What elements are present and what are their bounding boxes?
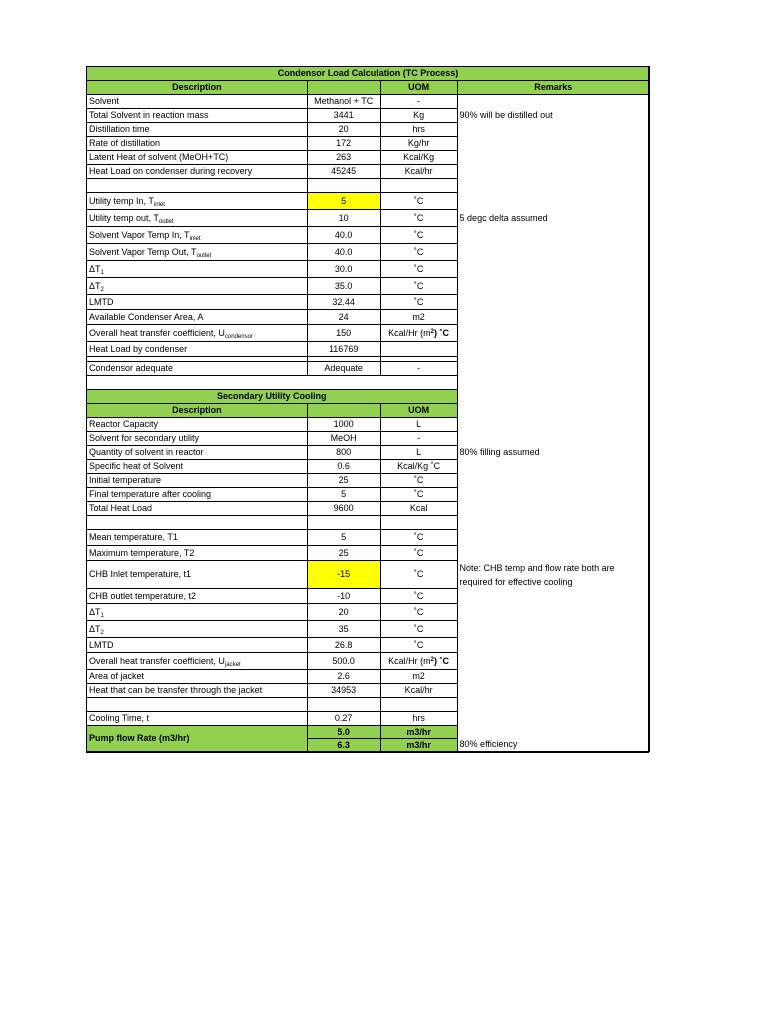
cell-label[interactable]: LMTD [87, 638, 308, 653]
row-dt2 [87, 278, 650, 295]
cell-label[interactable]: Distillation time [87, 123, 308, 137]
row-dt2 [87, 621, 650, 638]
row-vapor-out [87, 244, 650, 261]
uom-sup: 2 [430, 328, 434, 335]
row-lmtd [87, 638, 650, 653]
cell-uom[interactable]: Kcal/Kg ˚C [380, 460, 457, 474]
cell-empty[interactable] [87, 376, 308, 390]
cell-label[interactable]: Reactor Capacity [87, 418, 308, 432]
cell-label[interactable] [87, 244, 308, 261]
cell-uom[interactable]: hrs [380, 123, 457, 137]
cell-uom[interactable]: ˚C [380, 561, 457, 589]
cell-remark[interactable] [457, 530, 649, 546]
cell-label[interactable]: Maximum temperature, T2 [87, 546, 308, 561]
remark-line-1: Note: CHB temp and flow rate both are [459, 562, 615, 573]
cell-uom[interactable]: ˚C [380, 193, 457, 210]
label-sub: 2 [100, 286, 104, 293]
calculation-table [86, 66, 650, 752]
cell-uom[interactable]: Kcal/hr [380, 684, 457, 698]
label-text: Solvent Vapor Temp Out, T [89, 246, 197, 257]
row-lmtd [87, 295, 650, 310]
cell-value[interactable]: 25 [307, 474, 380, 488]
cell-label[interactable]: Latent Heat of solvent (MeOH+TC) [87, 151, 308, 165]
cell-empty[interactable] [307, 376, 380, 390]
cell-remark[interactable] [457, 261, 649, 278]
label-text: ΔT [89, 280, 101, 291]
cell-uom[interactable]: ˚C [380, 546, 457, 561]
cell-remark[interactable] [457, 342, 649, 357]
row-capacity [87, 418, 650, 432]
cell-remark[interactable] [457, 123, 649, 137]
cell-uom[interactable]: ˚C [380, 474, 457, 488]
cell-label[interactable]: Rate of distillation [87, 137, 308, 151]
cell-remark[interactable] [457, 726, 649, 739]
cell-uom[interactable]: Kg [380, 109, 457, 123]
row-rate [87, 137, 650, 151]
cell-label[interactable]: Quantity of solvent in reactor [87, 446, 308, 460]
pump-uom-2[interactable]: m3/hr [380, 739, 457, 752]
cell-remark[interactable] [457, 418, 649, 432]
cell-value[interactable]: 24 [307, 310, 380, 325]
cell-uom[interactable]: Kcal/hr [380, 165, 457, 179]
cell-remark[interactable] [457, 698, 649, 712]
cell-value[interactable]: 0.27 [307, 712, 380, 726]
cell-value[interactable]: 32.44 [307, 295, 380, 310]
row-cooling-time [87, 712, 650, 726]
cell-value[interactable]: 45245 [307, 165, 380, 179]
cell-empty[interactable] [307, 179, 380, 193]
cell-value[interactable]: 35 [307, 621, 380, 638]
cell-label[interactable]: Mean temperature, T1 [87, 530, 308, 546]
cell-remark[interactable] [457, 589, 649, 604]
label-sub: inlet [189, 235, 201, 242]
cell-remark[interactable] [457, 502, 649, 516]
cell-uom[interactable]: - [380, 95, 457, 109]
cell-uom[interactable]: ˚C [380, 227, 457, 244]
cell-uom[interactable]: ˚C [380, 261, 457, 278]
row-u-jacket [87, 653, 650, 670]
cell-remark[interactable] [457, 227, 649, 244]
cell-label[interactable]: LMTD [87, 295, 308, 310]
row-pump-1 [87, 726, 650, 739]
row-area-jacket [87, 670, 650, 684]
cell-empty[interactable] [380, 516, 457, 530]
cell-uom[interactable]: hrs [380, 712, 457, 726]
cell-remark[interactable] [457, 604, 649, 621]
pump-uom-1[interactable]: m3/hr [380, 726, 457, 739]
row-dt1 [87, 604, 650, 621]
cell-label[interactable] [87, 210, 308, 227]
cell-remark[interactable]: 80% efficiency [457, 739, 649, 752]
row-total-heat [87, 502, 650, 516]
cell-remark[interactable] [457, 404, 649, 418]
cell-uom[interactable]: ˚C [380, 604, 457, 621]
row-vapor-in [87, 227, 650, 244]
condenser-title[interactable]: Condensor Load Calculation (TC Process) [87, 67, 650, 81]
header-uom[interactable]: UOM [380, 404, 457, 418]
cell-remark[interactable] [457, 151, 649, 165]
cell-remark[interactable] [457, 460, 649, 474]
cell-remark[interactable] [457, 561, 649, 589]
header-uom[interactable]: UOM [380, 81, 457, 95]
row-distillation-time [87, 123, 650, 137]
cell-remark[interactable]: 5 degc delta assumed [457, 210, 649, 227]
row-chb-inlet [87, 561, 650, 589]
cell-label[interactable] [87, 621, 308, 638]
cell-uom[interactable]: ˚C [380, 278, 457, 295]
cell-remark[interactable] [457, 278, 649, 295]
cell-remark[interactable] [457, 712, 649, 726]
label-text: ΔT [89, 263, 101, 274]
cell-remark[interactable] [457, 165, 649, 179]
cell-value[interactable]: 9600 [307, 502, 380, 516]
row-latent-heat [87, 151, 650, 165]
cell-empty[interactable] [380, 698, 457, 712]
cell-label[interactable]: Initial temperature [87, 474, 308, 488]
label-sub: 1 [100, 269, 104, 276]
cell-remark[interactable] [457, 179, 649, 193]
cell-uom[interactable]: ˚C [380, 488, 457, 502]
cell-uom[interactable]: L [380, 418, 457, 432]
uom-text: Kcal/Hr (m [388, 327, 431, 338]
row-area [87, 310, 650, 325]
label-text: Utility temp out, T [89, 212, 159, 223]
row-specific-heat [87, 460, 650, 474]
cell-empty[interactable] [380, 376, 457, 390]
cell-label[interactable]: Cooling Time, t [87, 712, 308, 726]
cell-remark[interactable] [457, 432, 649, 446]
cell-uom[interactable]: ˚C [380, 244, 457, 261]
cell-value[interactable]: 10 [307, 210, 380, 227]
cell-uom[interactable]: ˚C [380, 638, 457, 653]
cell-label[interactable]: Heat Load on condenser during recovery [87, 165, 308, 179]
cell-remark[interactable] [457, 310, 649, 325]
cell-value[interactable]: 40.0 [307, 227, 380, 244]
uom-text-end: ) ˚C [434, 327, 449, 338]
cell-label[interactable]: Condensor adequate [87, 362, 308, 376]
cell-value[interactable]: 150 [307, 325, 380, 342]
uom-text-end: ) ˚C [434, 655, 449, 666]
cell-uom[interactable]: - [380, 362, 457, 376]
cell-remark[interactable] [457, 390, 649, 404]
cell-label[interactable]: Available Condenser Area, A [87, 310, 308, 325]
label-text: Solvent Vapor Temp In, T [89, 229, 190, 240]
cell-label[interactable] [87, 193, 308, 210]
header-description[interactable]: Description [87, 404, 308, 418]
cell-label[interactable] [87, 653, 308, 670]
row-max-temp [87, 546, 650, 561]
label-sub: 2 [100, 629, 104, 636]
cell-uom[interactable] [380, 653, 457, 670]
cell-remark[interactable] [457, 621, 649, 638]
row-solvent [87, 95, 650, 109]
row-heat-jacket [87, 684, 650, 698]
cell-uom[interactable]: Kg/hr [380, 137, 457, 151]
label-sub: outlet [158, 218, 174, 225]
header-value[interactable] [307, 81, 380, 95]
row-utility-in [87, 193, 650, 210]
row-mean-temp [87, 530, 650, 546]
cell-value[interactable]: 263 [307, 151, 380, 165]
cell-remark[interactable]: 80% filling assumed [457, 446, 649, 460]
cell-label[interactable]: Final temperature after cooling [87, 488, 308, 502]
label-text: ΔT [89, 623, 101, 634]
cell-empty[interactable] [87, 179, 308, 193]
cell-value[interactable]: 2.6 [307, 670, 380, 684]
cell-value[interactable]: 40.0 [307, 244, 380, 261]
cell-value[interactable]: MeOH [307, 432, 380, 446]
cell-remark[interactable]: 90% will be distilled out [457, 109, 649, 123]
row-gap [87, 376, 650, 390]
row-quantity [87, 446, 650, 460]
label-sub: 1 [100, 612, 104, 619]
cell-label[interactable]: CHB Inlet temperature, t1 [87, 561, 308, 589]
cell-label[interactable]: Total Solvent in reaction mass [87, 109, 308, 123]
label-text: Overall heat transfer coefficient, U [89, 655, 225, 666]
row-heat-load-recovery [87, 165, 650, 179]
cell-uom[interactable]: m2 [380, 670, 457, 684]
label-text: Utility temp In, T [89, 195, 154, 206]
label-sub: inlet [153, 201, 165, 208]
cell-value[interactable]: 500.0 [307, 653, 380, 670]
header-value[interactable] [307, 404, 380, 418]
cell-remark[interactable] [457, 488, 649, 502]
cell-value[interactable]: 0.6 [307, 460, 380, 474]
cell-remark[interactable] [457, 376, 649, 390]
pump-flow-label[interactable]: Pump flow Rate (m3/hr) [87, 726, 308, 752]
row-utility-out [87, 210, 650, 227]
cell-value[interactable]: 35.0 [307, 278, 380, 295]
cell-uom[interactable]: ˚C [380, 295, 457, 310]
cell-value-input[interactable]: -15 [307, 561, 380, 589]
cell-value[interactable]: 5 [307, 488, 380, 502]
row-final-temp [87, 488, 650, 502]
row-u-condensor [87, 325, 650, 342]
cell-remark[interactable] [457, 638, 649, 653]
cell-uom[interactable]: ˚C [380, 530, 457, 546]
cell-remark[interactable] [457, 474, 649, 488]
label-sub: jacket [224, 661, 241, 668]
cell-value[interactable]: 26.8 [307, 638, 380, 653]
cell-label[interactable] [87, 604, 308, 621]
cell-remark[interactable] [457, 193, 649, 210]
cell-empty[interactable] [380, 179, 457, 193]
cell-label[interactable]: Area of jacket [87, 670, 308, 684]
condenser-title-row [87, 67, 650, 81]
label-sub: outlet [196, 252, 212, 259]
cell-label[interactable]: Solvent for secondary utility [87, 432, 308, 446]
label-text: Overall heat transfer coefficient, U [89, 327, 225, 338]
header-remarks[interactable]: Remarks [457, 81, 649, 95]
cell-value[interactable]: 20 [307, 123, 380, 137]
cell-uom[interactable]: Kcal/Kg [380, 151, 457, 165]
cell-value-input[interactable]: 5 [307, 193, 380, 210]
cell-uom[interactable]: L [380, 446, 457, 460]
cell-label[interactable]: Total Heat Load [87, 502, 308, 516]
cell-remark[interactable] [457, 516, 649, 530]
cell-uom[interactable] [380, 342, 457, 357]
cell-label[interactable]: CHB outlet temperature, t2 [87, 589, 308, 604]
row-blank [87, 179, 650, 193]
secondary-title[interactable]: Secondary Utility Cooling [87, 390, 458, 404]
label-sub: condensor [224, 333, 253, 340]
row-blank [87, 698, 650, 712]
condenser-header-row [87, 81, 650, 95]
cell-empty[interactable] [87, 516, 308, 530]
cell-value[interactable]: 5 [307, 530, 380, 546]
cell-remark[interactable] [457, 653, 649, 670]
cell-empty[interactable] [87, 698, 308, 712]
cell-label[interactable]: Solvent [87, 95, 308, 109]
cell-label[interactable]: Heat Load by condenser [87, 342, 308, 357]
cell-value[interactable]: 116769 [307, 342, 380, 357]
cell-remark[interactable] [457, 684, 649, 698]
row-secondary-solvent [87, 432, 650, 446]
cell-remark[interactable] [457, 137, 649, 151]
uom-text: Kcal/Hr (m [388, 655, 431, 666]
secondary-header-row [87, 404, 650, 418]
cell-remark[interactable] [457, 546, 649, 561]
cell-value[interactable]: 172 [307, 137, 380, 151]
cell-value[interactable]: 34953 [307, 684, 380, 698]
label-text: ΔT [89, 606, 101, 617]
cell-label[interactable] [87, 261, 308, 278]
row-adequate [87, 362, 650, 376]
cell-label[interactable] [87, 278, 308, 295]
row-initial-temp [87, 474, 650, 488]
cell-uom[interactable]: m2 [380, 310, 457, 325]
secondary-title-row [87, 390, 650, 404]
cell-value[interactable]: 25 [307, 546, 380, 561]
row-dt1 [87, 261, 650, 278]
cell-uom[interactable] [380, 325, 457, 342]
cell-remark[interactable] [457, 362, 649, 376]
cell-value[interactable]: 800 [307, 446, 380, 460]
cell-value[interactable]: Methanol + TC [307, 95, 380, 109]
cell-value[interactable]: 1000 [307, 418, 380, 432]
cell-value[interactable]: Adequate [307, 362, 380, 376]
cell-empty[interactable] [307, 516, 380, 530]
pump-value-2[interactable]: 6.3 [307, 739, 380, 752]
cell-uom[interactable]: - [380, 432, 457, 446]
cell-uom[interactable]: Kcal [380, 502, 457, 516]
cell-remark[interactable] [457, 244, 649, 261]
cell-remark[interactable] [457, 295, 649, 310]
cell-remark[interactable] [457, 95, 649, 109]
cell-remark[interactable] [457, 670, 649, 684]
cell-uom[interactable]: ˚C [380, 621, 457, 638]
row-heat-load-condenser [87, 342, 650, 357]
cell-empty[interactable] [307, 698, 380, 712]
cell-value[interactable]: 3441 [307, 109, 380, 123]
cell-value[interactable]: 30.0 [307, 261, 380, 278]
cell-uom[interactable]: ˚C [380, 589, 457, 604]
pump-value-1[interactable]: 5.0 [307, 726, 380, 739]
spreadsheet [86, 66, 650, 752]
row-blank [87, 516, 650, 530]
cell-remark[interactable] [457, 325, 649, 342]
row-chb-outlet [87, 589, 650, 604]
cell-label[interactable] [87, 227, 308, 244]
row-total-solvent [87, 109, 650, 123]
cell-uom[interactable]: ˚C [380, 210, 457, 227]
cell-label[interactable]: Specific heat of Solvent [87, 460, 308, 474]
header-description[interactable]: Description [87, 81, 308, 95]
uom-sup: 2 [430, 656, 434, 663]
cell-value[interactable]: 20 [307, 604, 380, 621]
cell-label[interactable]: Heat that can be transfer through the jacket [87, 684, 308, 698]
cell-value[interactable]: -10 [307, 589, 380, 604]
remark-line-2: required for effective cooling [459, 576, 573, 587]
cell-label[interactable] [87, 325, 308, 342]
